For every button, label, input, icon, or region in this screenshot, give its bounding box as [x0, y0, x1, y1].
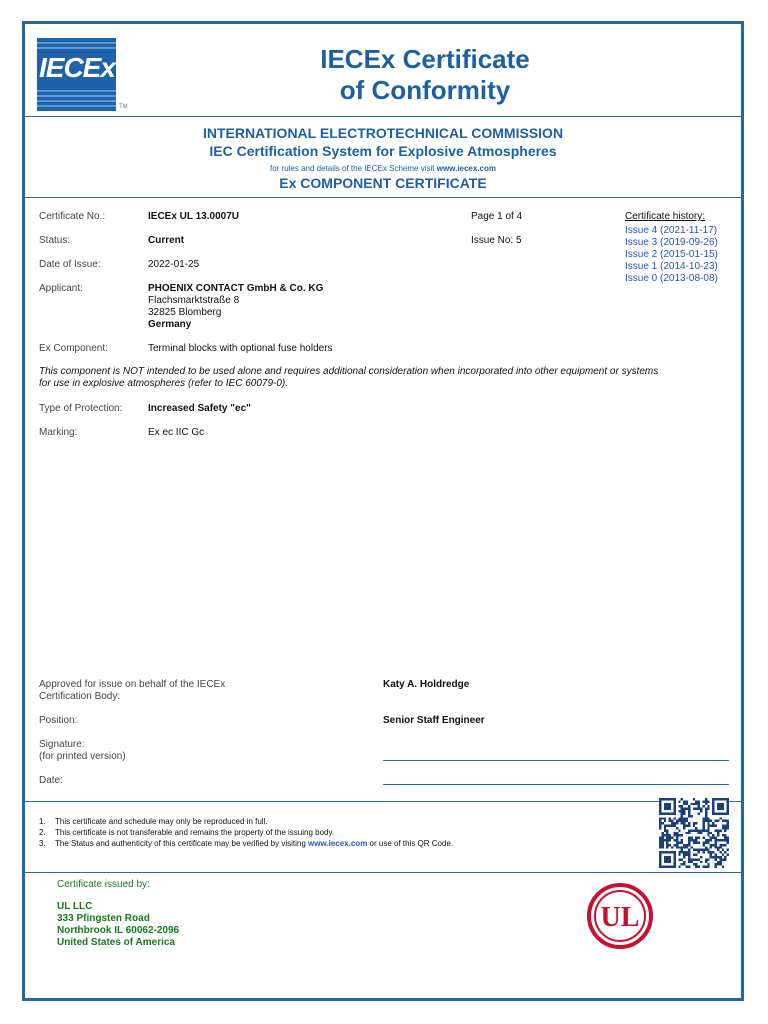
status-label: Status: — [39, 235, 71, 246]
certificate-frame — [22, 21, 744, 1001]
history-title: Certificate history: — [625, 211, 706, 222]
footnote-2: 2. This certificate is not transferable and remains the property of the issuing body. — [39, 828, 335, 837]
issue-number: Issue No: 5 — [471, 235, 522, 246]
page-title: IECEx Certificate of Conformity — [320, 44, 530, 105]
ul-logo-text: UL — [600, 902, 640, 933]
verify-link[interactable]: www.iecex.com — [308, 839, 368, 848]
history-item-issue-3[interactable]: Issue 3 (2019-09-26) — [625, 237, 718, 248]
applicant-address: PHOENIX CONTACT GmbH & Co. KG Flachsmarktstraße 8 32825 Blomberg Germany — [148, 283, 324, 330]
signature-line — [383, 760, 729, 761]
position-value: Senior Staff Engineer — [383, 715, 485, 726]
date-of-issue-label: Date of Issue: — [39, 259, 101, 270]
footnote-3: 3. The Status and authenticity of this certificate may be verified by visiting www.iecex.com or use of this QR Code. — [39, 839, 454, 848]
iecex-link[interactable]: www.iecex.com — [436, 164, 497, 173]
issuer-address: UL LLC 333 Pfingsten Road Northbrook IL 60062-2096 United States of America — [57, 901, 180, 948]
logo-text: IECEx — [39, 52, 115, 83]
approved-label: Approved for issue on behalf of the IECEx Certification Body: — [39, 679, 226, 702]
rules-line: for rules and details of the IECEx Scheme visit www.iecex.com — [269, 164, 497, 173]
org-name: INTERNATIONAL ELECTROTECHNICAL COMMISSION — [202, 125, 564, 141]
position-label: Position: — [39, 715, 78, 726]
date-of-issue-value: 2022-01-25 — [148, 259, 200, 270]
system-name: IEC Certification System for Explosive Atmospheres — [209, 143, 557, 159]
usage-note: This component is NOT intended to be used alone and requires additional consideration when incorporated into other equipment or systems for use in explosive atmospheres (refer to IEC 60079-0). — [39, 366, 659, 389]
ul-logo — [586, 882, 654, 950]
qr-code[interactable] — [659, 798, 729, 868]
footnote-1: 1. This certificate and schedule may only be reproduced in full. — [39, 817, 268, 826]
signature-label: Signature: (for printed version) — [39, 739, 126, 762]
page-indicator: Page 1 of 4 — [471, 211, 523, 222]
trademark-mark: TM — [119, 104, 128, 110]
marking-value: Ex ec IIC Gc — [148, 427, 205, 438]
marking-label: Marking: — [39, 427, 78, 438]
issued-by-label: Certificate issued by: — [57, 879, 150, 890]
cert-no-label: Certificate No.: — [39, 211, 106, 222]
protection-value: Increased Safety "ec" — [148, 403, 251, 414]
component-value: Terminal blocks with optional fuse holders — [148, 343, 333, 354]
history-item-issue-0[interactable]: Issue 0 (2013-08-08) — [625, 273, 718, 284]
approver-name: Katy A. Holdredge — [383, 679, 470, 690]
protection-label: Type of Protection: — [39, 403, 123, 414]
history-list — [625, 225, 718, 285]
history-item-issue-1[interactable]: Issue 1 (2014-10-23) — [625, 261, 718, 272]
applicant-label: Applicant: — [39, 283, 83, 294]
iecex-logo — [37, 38, 116, 111]
component-label: Ex Component: — [39, 343, 108, 354]
cert-no-value: IECEx UL 13.0007U — [148, 211, 239, 222]
certificate-type: Ex COMPONENT CERTIFICATE — [279, 175, 487, 191]
date-label: Date: — [39, 775, 63, 786]
status-value: Current — [148, 235, 185, 246]
footnotes — [39, 816, 599, 849]
date-line — [383, 784, 729, 785]
history-item-issue-2[interactable]: Issue 2 (2015-01-15) — [625, 249, 718, 260]
history-item-issue-4[interactable]: Issue 4 (2021-11-17) — [625, 225, 718, 236]
